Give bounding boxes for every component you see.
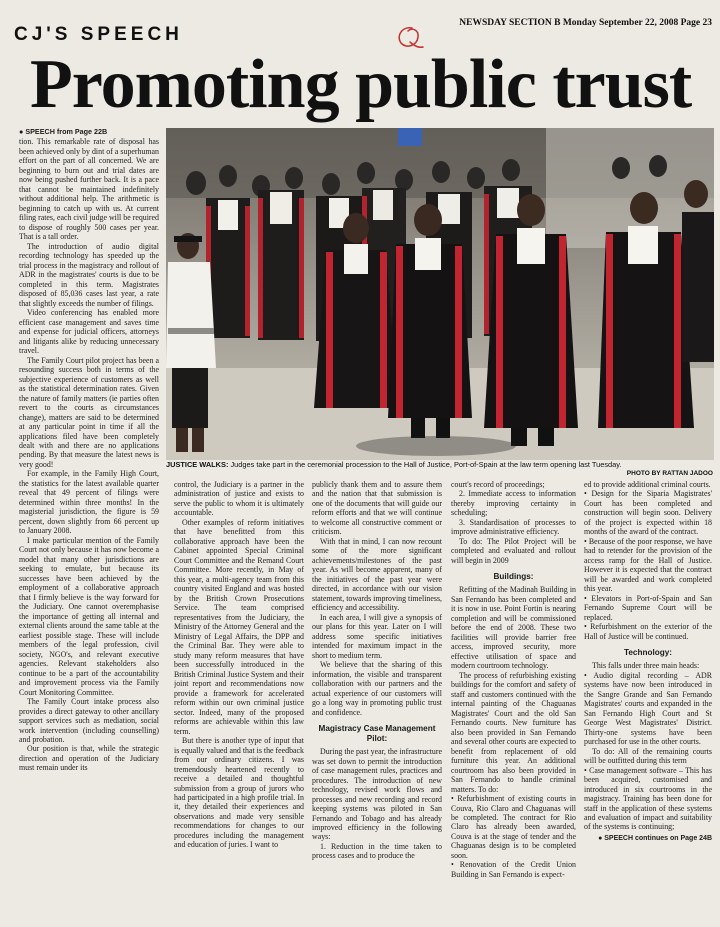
paragraph: But there is another type of input that is equally valued and that is the feedback from our ordinary citizens. I was tremendously heartened recently to receive a detailed and thoughtful submission from a group of jurors who had participated in a high profile trial. In it, they detailed their experiences and observations and made very sensible recommendations for changes to our procedures including the management and education of juries. I want to [174, 736, 304, 850]
bullet-item: • Renovation of the Credit Union Building in San Fernando is expect- [451, 860, 576, 879]
bullet-item: • Design for the Siparia Magistrates' Court has been completed and construction will begin soon. Delivery of the project is expected within 18 months of the award of the contract. [584, 489, 712, 537]
paragraph: Refitting of the Madinah Building in San Fernando has been completed and it is now in use. Point Fortin is nearing completion and will be commissioned before the end of 2008. These two facilities will provide barrier free access, improved security, more effective utilisation of space and modern courtroom technology. [451, 585, 576, 671]
photo-credit: PHOTO BY RATTAN JADOO [626, 470, 713, 477]
article-column-1 [19, 127, 159, 917]
paragraph: This falls under three main heads: [592, 661, 700, 671]
paragraph: ed to provide additional criminal courts. [584, 480, 711, 489]
paragraph: For example, in the Family High Court, the statistics for the latest available quarter reveal that 49 percent of filings were determined within three months! In the magisterial jurisdiction, the figure is 59 percent, down slightly from 66 percent up to January 2008. [19, 469, 159, 536]
article-column-2 [174, 480, 304, 920]
bullet-item: • Refurbishment of existing courts in Couva, Rio Claro and Chaguanas will be completed. The contract for Rio Claro has already been awarded, Couva is at the stage of tender and the Chaguanas design is to be completed soon. [451, 794, 576, 860]
bullet-item: • Case management software – This has been acquired, customised and introduced in six courtrooms in the magistracy. Training has been done for staff in the application of these systems and evaluation of impact and suitability of the systems is continuing; [584, 765, 712, 832]
paragraph: The introduction of audio digital recording technology has speeded up the trial process in the magistracy and rollout of ADR in the magistrates' courts is due to be completed in this term. Magistrates disposed of 85,036 cases last year, a rate that slightly exceeds the number of filings. [19, 241, 159, 308]
bullet-item: • Elevators in Port-of-Spain and San Fernando Supreme Court will be replaced. [584, 593, 712, 622]
paragraph: 3. Standardisation of processes to improve administrative efficiency. [451, 517, 576, 537]
subheading: Technology: [623, 648, 673, 658]
jump-from-label: ● SPEECH from Page 22B [19, 127, 108, 136]
bullet-item: • Audio digital recording – ADR systems have now been introduced in the Sangre Grande and San Fernando Magistrates' courts and expanded in the San Fernando High Court and St George West Magistrates' District. Thirty-one systems have been purchased for use in the other courts. [584, 670, 712, 747]
procession-photo-illustration [166, 128, 714, 460]
bullet-item: • Refurbishment on the exterior of the Hall of Justice will be continued. [584, 622, 712, 641]
bullet-item: • Because of the poor response, we have had to retender for the provision of the access ramp for the Hall of Justice. However it is expected that the contract will be awarded and work completed this year. [584, 536, 712, 594]
paragraph: During the past year, the infrastructure was set down to permit the introduction of case management rules, practices and procedures. The introduction of new technology, revised work flows and processes and new recording and record keeping systems was piloted in San Fernando and Tobago and has already improved efficiency in the following ways: [312, 747, 442, 842]
paragraph: The Family Court intake process also provides a direct gateway to other ancillary support services such as mediation, social work intervention (including counselling) and probation. [19, 697, 159, 744]
subheading: Buildings: [493, 572, 534, 582]
paragraph: Video conferencing has enabled more efficient case management and saves time and expense for judicial officers, attorneys and litigants alike by reducing unnecessary travel. [19, 308, 159, 356]
paragraph: publicly thank them and to assure them and the nation that that submission is one of the documents that will guide our reform efforts and that we will continue to welcome all constructive comment or criticism. [312, 480, 442, 537]
paragraph: tion. This remarkable rate of disposal has been achieved only by dint of a superhuman effort on the part of all concerned. We are beginning to burn out and trial dates are now being pushed further back. It is a pace that cannot be maintained indefinitely without additional help. The arithmetic is beginning to catch up with us. At current filing rates, each civil judge will be required to dispose of roughly 500 cases per year. That is a tall order. [19, 137, 159, 242]
procession-photo [166, 128, 714, 460]
paragraph: The process of refurbishing existing buildings for the comfort and safety of staff and customers continued with the internal painting of the Chaguanas Magistrates' Court and the old San Fernando courts. New furniture has also been provided in San Fernando and several other courts are expected to benefit from replacement of old furniture this year. An additional courtroom has also been provided in San Fernando to handle criminal matters. To do: [451, 670, 576, 794]
paragraph: With that in mind, I can now recount some of the more significant achievements/milestones of the past year. As will become apparent, many of the initiatives of the past year were directed, in accordance with our vision statement, towards improving timeliness, efficiency and accessibility. [312, 536, 442, 613]
section-label: CJ'S SPEECH [14, 24, 183, 45]
newspaper-dateline: NEWSDAY SECTION B Monday September 22, 2008 Page 23 [459, 18, 712, 28]
subheading: Magistracy Case Management Pilot: [318, 724, 436, 744]
caption-lead: JUSTICE WALKS: [166, 460, 229, 469]
article-column-4 [451, 480, 576, 920]
paragraph: To do: All of the remaining courts will be outfitted during this term [584, 746, 712, 766]
paragraph: The Family Court pilot project has been a resounding success both in terms of the subjective experience of customers as well as the statistical determination rates. Given the nature of family matters (ie parties often revert to the courts as circumstances change), matters are said to be determined at any particular point in time if all the applications filed have been completely dealt with and there are no applications pending. By that measure the latest news is very good! [19, 355, 159, 469]
article-column-3 [312, 480, 442, 920]
paragraph: I make particular mention of the Family Court not only because it has now become a model that many other jurisdictions are seeking to emulate, but because its successes have been achieved by the employment of a collaborative approach that I firmly believe is the way forward for the Judiciary. One cannot overemphasise the importance of getting all internal and external clients around the same table at the earliest possible stage. These will include members of the legal profession, civil society, NGO's, and relevant executive agencies. Relevant stakeholders also continue to be a part of the accountability and improvement process via the Family Court Monitoring Committee. [19, 535, 159, 697]
paragraph: 1. Reduction in the time taken to process cases and to produce the [312, 841, 442, 861]
paragraph: To do: The Pilot Project will be completed and evaluated and rollout will begin in 2009 [451, 536, 576, 565]
article-column-5 [584, 480, 712, 920]
paragraph: 2. Immediate access to information thereby improving certainty in scheduling; [451, 489, 576, 518]
jump-to-label: ● SPEECH continues on Page 24B [598, 834, 712, 842]
paragraph: We believe that the sharing of this information, the visible and transparent collaboration with our partners and the actual experience of our customers will go a long way in promoting public trust and confidence. [312, 660, 442, 717]
paragraph: Other examples of reform initiatives that have benefitted from this collaborative approach have been the Cabinet appointed Special Criminal Court Committee and the Remand Court Committee. More recently, in May of this year, a multi-agency team from this country visited England and was hosted by the British Crown Prosecutions Service. The team comprised representatives from the Judiciary, the Ministry of the Attorney General and the Ministry of Legal Affairs, the DPP and the Criminal Bar. They were able to study many reform measures that have been successfully introduced in the British Criminal Justice System and their joint report and recommendations now provide a framework for accelerated reform within our own criminal justice sector. Indeed, many of the proposed reforms are achievable within this law term. [174, 517, 304, 736]
paragraph: Our position is that, while the strategic direction and operation of the Judiciary must remain under its [19, 744, 159, 773]
paragraph: In each area, I will give a synopsis of our plans for this year. Later on I will address some specific initiatives intended for maximum impact in the short to medium term. [312, 612, 442, 660]
caption-text: Judges take part in the ceremonial procession to the Hall of Justice, Port-of-Spain at the law term opening last Tuesday. [230, 460, 622, 469]
headline: Promoting public trust [30, 46, 692, 123]
paragraph: court's record of proceedings; [451, 480, 545, 489]
paragraph: control, the Judiciary is a partner in the administration of justice and exists to serve the public to whom it is ultimately accountable. [174, 480, 304, 518]
